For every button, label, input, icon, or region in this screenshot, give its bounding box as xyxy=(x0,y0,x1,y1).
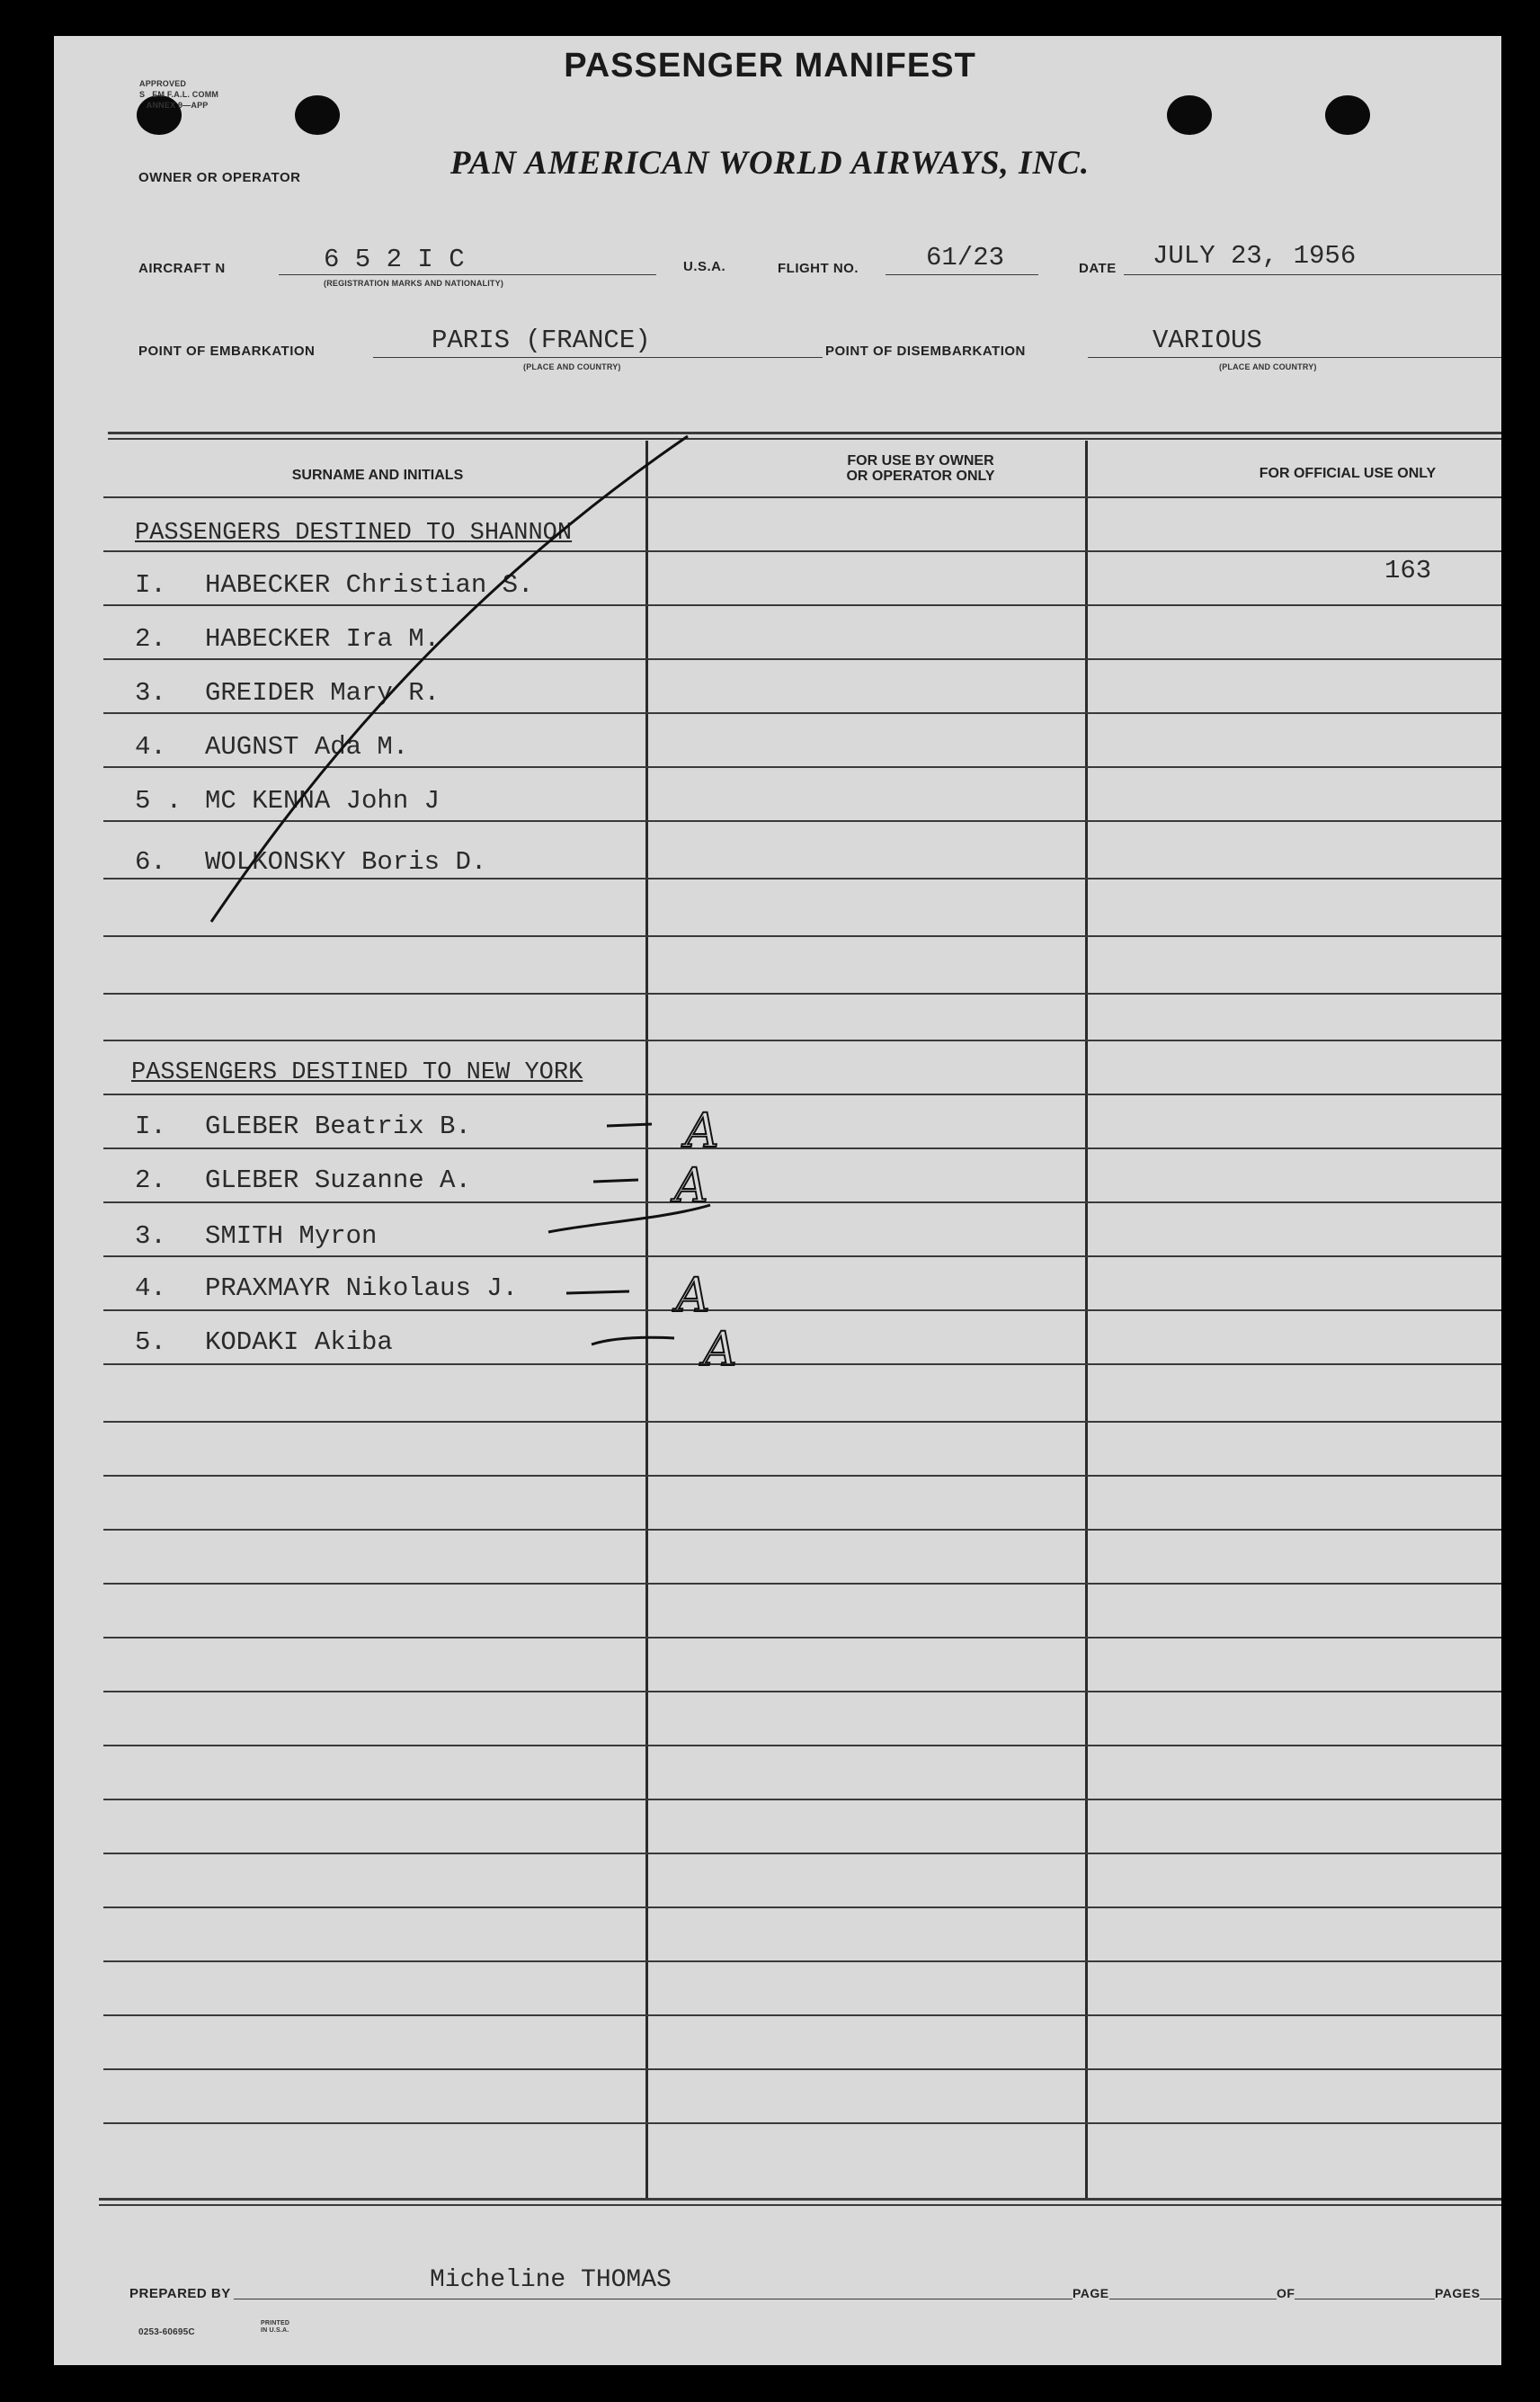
group-heading-shannon: PASSENGERS DESTINED TO SHANNON xyxy=(135,520,573,547)
of-label: OF xyxy=(1277,2286,1295,2300)
table-bottom-rule-2 xyxy=(99,2204,1501,2206)
passenger-number: 2. xyxy=(135,1165,166,1195)
handwritten-marks xyxy=(54,36,1501,2365)
date-label: DATE xyxy=(1079,261,1117,276)
printed-note: PRINTED IN U.S.A. xyxy=(261,2320,290,2334)
mark-a: A xyxy=(685,1104,719,1158)
aircraft-value: 6 5 2 I C xyxy=(324,245,465,274)
flight-value: 61/23 xyxy=(926,243,1005,272)
check-dash xyxy=(592,1337,674,1344)
table-bottom-rule xyxy=(99,2198,1501,2201)
passenger-name: HABECKER Christian S. xyxy=(205,570,534,600)
approval-line-2: S EM F.A.L. COMM xyxy=(139,90,219,99)
airline-name: PAN AMERICAN WORLD AIRWAYS, INC. xyxy=(450,145,1090,182)
passenger-number: 4. xyxy=(135,1273,166,1303)
prepared-value: Micheline THOMAS xyxy=(430,2266,672,2294)
check-dash xyxy=(566,1291,629,1293)
passenger-number: 3. xyxy=(135,1221,166,1251)
passenger-number: 5 . xyxy=(135,786,182,816)
passenger-name: GREIDER Mary R. xyxy=(205,678,441,708)
check-dash xyxy=(593,1180,638,1182)
page-label: PAGE xyxy=(1073,2286,1109,2300)
passenger-name: MC KENNA John J xyxy=(205,786,441,816)
usa-label: U.S.A. xyxy=(683,259,726,274)
shannon-cross-out-stroke xyxy=(211,436,688,922)
date-value: JULY 23, 1956 xyxy=(1153,241,1357,271)
column-header-official: FOR OFFICIAL USE ONLY xyxy=(1259,466,1437,481)
mark-a: A xyxy=(674,1159,708,1213)
disembark-label: POINT OF DISEMBARKATION xyxy=(825,344,1026,359)
embark-place-note: (PLACE AND COUNTRY) xyxy=(523,362,621,371)
flight-label: FLIGHT NO. xyxy=(778,261,859,276)
passenger-number: 2. xyxy=(135,624,166,654)
passenger-name: SMITH Myron xyxy=(205,1221,378,1251)
passenger-number: I. xyxy=(135,570,166,600)
manifest-sheet xyxy=(54,36,1501,2365)
approval-line-3: ANNEX 9—APP xyxy=(139,101,209,110)
form-title: PASSENGER MANIFEST xyxy=(564,47,976,85)
passenger-name: GLEBER Suzanne A. xyxy=(205,1165,471,1195)
mark-a: A xyxy=(703,1323,737,1377)
aircraft-label: AIRCRAFT N xyxy=(138,261,226,276)
approval-line-1: APPROVED xyxy=(139,79,187,88)
form-code: 0253-60695C xyxy=(138,2327,195,2337)
column-header-surname: SURNAME AND INITIALS xyxy=(291,468,464,483)
passenger-number: 3. xyxy=(135,678,166,708)
passenger-name: GLEBER Beatrix B. xyxy=(205,1112,471,1141)
column-header-owner-line2: OR OPERATOR ONLY xyxy=(846,469,995,484)
prepared-label: PREPARED BY xyxy=(129,2286,231,2301)
mark-a: A xyxy=(676,1269,710,1323)
column-header-owner-line1: FOR USE BY OWNER xyxy=(847,453,994,469)
passenger-name: PRAXMAYR Nikolaus J. xyxy=(205,1273,519,1303)
passenger-number: 6. xyxy=(135,847,166,877)
passenger-number: 5. xyxy=(135,1327,166,1357)
passenger-name: KODAKI Akiba xyxy=(205,1327,393,1357)
disembark-value: VARIOUS xyxy=(1153,326,1262,355)
passenger-number: I. xyxy=(135,1112,166,1141)
owner-label: OWNER OR OPERATOR xyxy=(138,170,301,185)
check-dash xyxy=(607,1124,652,1126)
passenger-name: HABECKER Ira M. xyxy=(205,624,441,654)
passenger-name: WOLKONSKY Boris D. xyxy=(205,847,487,877)
pages-label: PAGES xyxy=(1435,2286,1481,2300)
disembark-place-note: (PLACE AND COUNTRY) xyxy=(1219,362,1317,371)
official-number: 163 xyxy=(1384,556,1432,585)
group-heading-new-york: PASSENGERS DESTINED TO NEW YORK xyxy=(131,1059,583,1086)
passenger-number: 4. xyxy=(135,732,166,762)
embark-value: PARIS (FRANCE) xyxy=(432,326,651,355)
registration-note: (REGISTRATION MARKS AND NATIONALITY) xyxy=(324,279,504,288)
embark-label: POINT OF EMBARKATION xyxy=(138,344,316,359)
passenger-name: AUGNST Ada M. xyxy=(205,732,409,762)
